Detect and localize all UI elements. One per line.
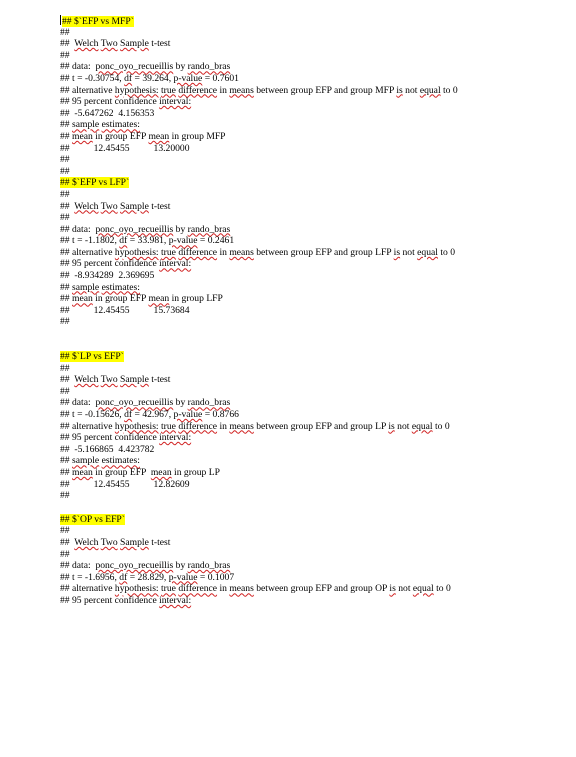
estimates-header-line: ## mean in group EFP mean in group LFP <box>60 293 223 305</box>
spellcheck-flag: df <box>124 409 133 420</box>
hypothesis-line: ## alternative hypothesis: true difference in means between group EFP and group LFP is not equal to 0 <box>60 246 456 258</box>
output-line: ## <box>60 362 70 374</box>
spellcheck-flag: true <box>161 84 176 96</box>
spellcheck-flag: p-value <box>168 235 198 247</box>
spellcheck-flag: mean <box>72 466 93 478</box>
spellcheck-flag: hypothesis: <box>114 84 159 96</box>
spellcheck-flag: interval: <box>159 594 192 606</box>
spellcheck-flag: p-value <box>168 571 198 583</box>
output-line: ## <box>60 385 70 397</box>
spellcheck-flag: mean <box>150 466 172 478</box>
spellcheck-flag: mean <box>72 130 93 142</box>
section-efp-vs-mfp <box>60 15 560 177</box>
ci-values-line: ## -8.934289 2.369695 <box>60 270 155 282</box>
spellcheck-flag: hypothesis: <box>114 420 159 432</box>
spellcheck-flag: means <box>229 246 254 258</box>
spellcheck-flag: estimates: <box>101 455 140 467</box>
section-heading <box>60 514 560 526</box>
statistic-line: ## t = -1.1802, df = 33.981, p-value = 0.2461 <box>60 235 235 247</box>
spellcheck-flag: rando_bras <box>187 560 231 572</box>
spellcheck-flag: hypothesis: <box>114 583 159 595</box>
spellcheck-flag: Sample <box>120 38 149 50</box>
spellcheck-flag: interval: <box>159 258 192 270</box>
spellcheck-flag: equal <box>412 583 434 595</box>
spellcheck-flag: true <box>161 246 176 258</box>
ci-label-line: ## 95 percent confidence interval: <box>60 594 192 606</box>
heading-highlight: ## $`LP vs EFP` <box>60 351 124 363</box>
data-line: ## data: ponc_oyo_recueillis by rando_bras <box>60 560 231 572</box>
spellcheck-flag: Welch <box>74 200 99 212</box>
spellcheck-flag: Sample <box>120 374 149 386</box>
text-cursor <box>60 15 61 25</box>
spellcheck-flag: Two <box>100 38 118 50</box>
heading-highlight: ## $`EFP vs MFP` <box>62 16 134 27</box>
spellcheck-flag: difference <box>178 420 218 432</box>
spellcheck-flag: mean <box>72 293 93 305</box>
estimates-values-line: ## 12.45455 13.20000 <box>60 142 190 154</box>
estimates-label-line: ## sample estimates: <box>60 281 140 293</box>
spellcheck-flag: difference <box>178 246 218 258</box>
spellcheck-flag: Two <box>100 200 118 212</box>
statistic-line: ## t = -1.6956, df = 28.829, p-value = 0.1007 <box>60 571 235 583</box>
spellcheck-flag: rando_bras <box>187 223 231 235</box>
section-op-vs-efp <box>60 514 560 607</box>
hypothesis-line: ## alternative hypothesis: true difference in means between group EFP and group MFP is not equal to 0 <box>60 84 458 96</box>
estimates-label-line: ## sample estimates: <box>60 119 140 131</box>
spellcheck-flag: equal <box>411 420 433 432</box>
ci-label-line: ## 95 percent confidence interval: <box>60 432 192 444</box>
estimates-values-line: ## 12.45455 15.73684 <box>60 304 190 316</box>
spellcheck-flag: equal <box>419 84 441 96</box>
section-lp-vs-efp <box>60 351 560 502</box>
hypothesis-line: ## alternative hypothesis: true difference in means between group EFP and group LP is not equal to 0 <box>60 420 450 432</box>
spellcheck-flag: df <box>119 571 128 583</box>
section-efp-vs-lfp <box>60 177 560 328</box>
spellcheck-flag: hypothesis: <box>114 246 159 258</box>
output-line: ## <box>60 49 70 61</box>
spellcheck-flag: p-value <box>173 72 203 84</box>
estimates-header-line: ## mean in group EFP mean in group LP <box>60 466 220 478</box>
spellcheck-flag: ponc_oyo_recueillis <box>95 397 174 409</box>
ci-label-line: ## 95 percent confidence interval: <box>60 96 192 108</box>
spellcheck-flag: means <box>229 420 254 432</box>
spellcheck-flag: rando_bras <box>187 61 231 73</box>
spellcheck-flag: is <box>389 583 396 595</box>
spellcheck-flag: true <box>161 420 176 432</box>
heading-highlight: ## $`EFP vs LFP` <box>60 177 130 189</box>
statistic-line: ## t = -0.15626, df = 42.967, p-value = 0.8766 <box>60 409 239 420</box>
section-heading <box>60 177 560 189</box>
spellcheck-flag: ponc_oyo_recueillis <box>95 560 174 572</box>
output-line: ## <box>60 212 70 224</box>
hypothesis-line: ## alternative hypothesis: true difference in means between group EFP and group OP is not equal to 0 <box>60 583 451 595</box>
data-line: ## data: ponc_oyo_recueillis by rando_bras <box>60 397 231 409</box>
spellcheck-flag: means <box>229 583 254 595</box>
spellcheck-flag: ponc_oyo_recueillis <box>95 61 174 73</box>
section-spacer <box>60 502 560 514</box>
output-line: ## <box>60 26 70 38</box>
output-line: ## <box>60 165 70 177</box>
estimates-header-line: ## mean in group EFP mean in group MFP <box>60 130 226 142</box>
output-line: ## <box>60 548 70 560</box>
spellcheck-flag: Welch <box>74 38 99 50</box>
test-title-line: ## Welch Two Sample t-test <box>60 536 171 548</box>
spellcheck-flag: interval: <box>159 96 192 108</box>
output-line: ## <box>60 316 70 328</box>
spellcheck-flag: Sample <box>120 200 149 212</box>
spellcheck-flag: interval: <box>159 432 192 444</box>
spellcheck-flag: difference <box>178 84 218 96</box>
spellcheck-flag: true <box>161 583 176 595</box>
estimates-label-line: ## sample estimates: <box>60 455 140 467</box>
heading-highlight: ## $`OP vs EFP` <box>60 513 125 525</box>
estimates-values-line: ## 12.45455 12.82609 <box>60 478 190 490</box>
test-title-line: ## Welch Two Sample t-test <box>60 374 171 386</box>
spellcheck-flag: difference <box>178 583 218 595</box>
spellcheck-flag: ponc_oyo_recueillis <box>95 223 174 235</box>
spellcheck-flag: estimates: <box>101 119 140 131</box>
spellcheck-flag: sample <box>72 119 100 131</box>
spellcheck-flag: rando_bras <box>187 397 231 409</box>
spellcheck-flag: mean <box>148 130 170 142</box>
section-heading <box>60 351 560 363</box>
spellcheck-flag: means <box>229 84 254 96</box>
spellcheck-flag: Welch <box>74 374 99 386</box>
spellcheck-flag: df <box>119 235 128 247</box>
output-line: ## <box>60 188 70 200</box>
ci-values-line: ## -5.647262 4.156353 <box>60 107 155 119</box>
spellcheck-flag: p-value <box>173 409 203 420</box>
data-line: ## data: ponc_oyo_recueillis by rando_bras <box>60 223 231 235</box>
output-line: ## <box>60 490 70 502</box>
spellcheck-flag: df <box>124 72 133 84</box>
statistic-line: ## t = -0.30754, df = 39.264, p-value = 0.7601 <box>60 72 239 84</box>
spellcheck-flag: is <box>388 420 395 432</box>
ci-label-line: ## 95 percent confidence interval: <box>60 258 192 270</box>
section-spacer <box>60 328 560 351</box>
spellcheck-flag: Two <box>100 536 118 548</box>
spellcheck-flag: mean <box>148 293 170 305</box>
test-title-line: ## Welch Two Sample t-test <box>60 200 171 212</box>
spellcheck-flag: Sample <box>120 536 149 548</box>
ci-values-line: ## -5.166865 4.423782 <box>60 443 155 455</box>
spellcheck-flag: equal <box>417 246 438 258</box>
data-line: ## data: ponc_oyo_recueillis by rando_bras <box>60 61 231 73</box>
output-line: ## <box>60 525 70 537</box>
spellcheck-flag: Welch <box>74 536 99 548</box>
spellcheck-flag: is <box>396 84 403 96</box>
spellcheck-flag: sample <box>72 281 100 293</box>
document-page <box>60 15 560 607</box>
spellcheck-flag: Two <box>100 374 118 386</box>
section-heading <box>60 15 560 27</box>
spellcheck-flag: is <box>393 246 401 258</box>
output-line: ## <box>60 154 70 166</box>
spellcheck-flag: estimates: <box>101 281 140 293</box>
test-title-line: ## Welch Two Sample t-test <box>60 38 171 50</box>
spellcheck-flag: sample <box>72 455 100 467</box>
